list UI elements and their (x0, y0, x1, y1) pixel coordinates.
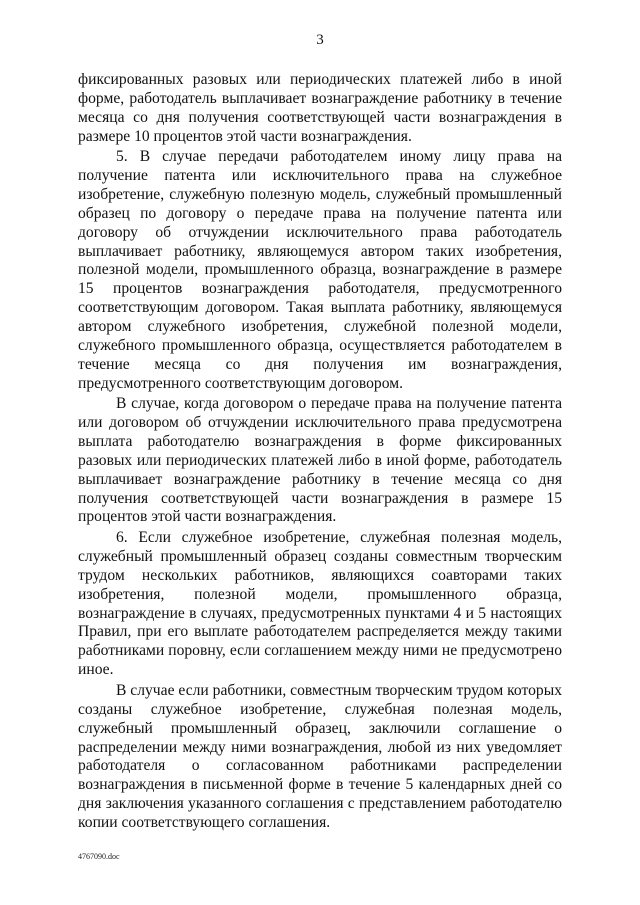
paragraph-continued: фиксированных разовых или периодических платежей либо в иной форме, работодатель выплачивает вознаграждение работнику в течение месяца со дня получения соответствующей части вознаграждения в размере 10 процентов этой части вознаграждения. (78, 71, 562, 145)
paragraph-item-6-continuation: В случае если работники, совместным творческим трудом которых созданы служебное изобретение, служебная полезная модель, служебный промышленный образец, заключили соглашение о распределении между ними вознаграждения, любой из них уведомляет работодателя о согласованном работниками распределении вознаграждения в письменной форме в течение 5 календарных дней со дня заключения указанного соглашения с представлением работодателю копии соответствующего соглашения. (78, 682, 562, 831)
document-body (78, 71, 562, 833)
paragraph-item-5: 5. В случае передачи работодателем иному лицу права на получение патента или исключительного права на служебное изобретение, служебную полезную модель, служебный промышленный образец по договору о передаче права на получение патента или договору об отчуждении исключительного права работодатель выплачивает работнику, являющемуся автором таких изобретения, полезной модели, промышленного образца, вознаграждение в размере 15 процентов вознаграждения работодателя, предусмотренного соответствующим договором. Такая выплата работнику, являющемуся автором служебного изобретения, служебной полезной модели, служебного промышленного образца, осуществляется работодателем в течение месяца со дня получения им вознаграждения, предусмотренного соответствующим договором. (78, 148, 562, 392)
page-number: 3 (316, 32, 324, 48)
paragraph-item-5-continuation: В случае, когда договором о передаче права на получение патента или договором об отчуждении исключительного права предусмотрена выплата работодателю вознаграждения в форме фиксированных разовых или периодических платежей либо в иной форме, работодатель выплачивает вознаграждение работнику в течение месяца со дня получения соответствующей части вознаграждения в размере 15 процентов этой части вознаграждения. (78, 395, 562, 526)
paragraph-item-6: 6. Если служебное изобретение, служебная полезная модель, служебный промышленный образец созданы совместным творческим трудом нескольких работников, являющихся соавторами таких изобретения, полезной модели, промышленного образца, вознаграждение в случаях, предусмотренных пунктами 4 и 5 настоящих Правил, при его выплате работодателем распределяется между такими работниками поровну, если соглашением между ними не предусмотрено иное. (78, 529, 562, 679)
footer-filename: 4767090.doc (78, 852, 120, 861)
